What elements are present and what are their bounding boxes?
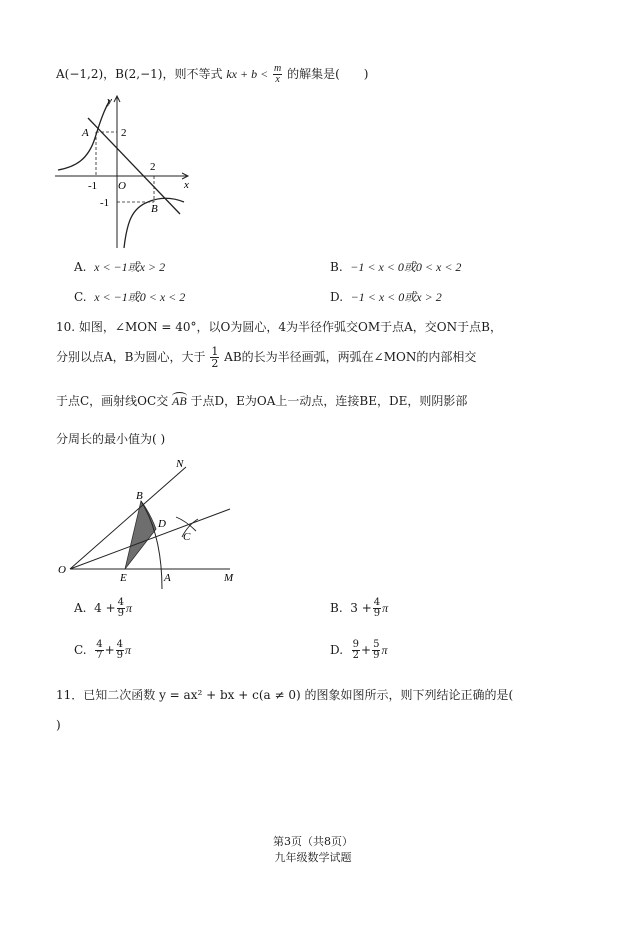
q10-option-b-pi: π [382, 601, 389, 615]
q9-stem-fraction [273, 64, 282, 85]
q10-label-E: E [120, 572, 127, 584]
q10-option-b-label: B. [330, 601, 343, 615]
q10-line-3 [56, 392, 467, 409]
q9-frac-den: x [275, 74, 280, 85]
q9-option-a[interactable] [74, 258, 165, 275]
q10-option-c-label: C. [74, 643, 87, 657]
q10-option-a-frac [117, 598, 125, 619]
q10-label-N: N [176, 458, 184, 470]
q9-option-a-text: x < −1或x > 2 [94, 260, 166, 274]
q10-option-b-num: 4 [373, 597, 381, 608]
q9-label-y: y [107, 95, 112, 107]
q9-stem-inequality: kx + b < [226, 67, 269, 81]
q10-label-M: M [224, 572, 234, 584]
q10-option-c-num2: 4 [116, 639, 124, 650]
q9-option-d[interactable] [330, 288, 442, 305]
q10-option-b[interactable] [330, 598, 388, 619]
q10-option-c-pi: π [125, 643, 132, 657]
q9-option-b-text: −1 < x < 0或0 < x < 2 [350, 260, 462, 274]
q10-half-fraction [210, 346, 219, 369]
q9-tick-neg1-y: -1 [100, 197, 110, 209]
q10-label-A: A [164, 572, 171, 584]
q10-option-c-den1: 7 [96, 650, 103, 661]
q9-tick-2-y: 2 [121, 127, 127, 139]
q10-construction-arc-1 [176, 517, 196, 531]
q10-option-c-frac-1 [95, 640, 103, 661]
q10-line-3-b: 于点D，E为OA上一动点，连接BE，DE，则阴影部 [190, 394, 468, 408]
q10-option-d-frac-2 [372, 640, 380, 661]
q10-option-c-plus: + [104, 643, 115, 657]
q10-label-D: D [158, 518, 166, 530]
q9-frac-num: m [274, 63, 282, 74]
q10-option-c-num1: 4 [96, 639, 103, 650]
q10-option-c-frac-2 [116, 640, 124, 661]
q10-line-2 [56, 346, 476, 369]
q10-option-b-frac [373, 598, 381, 619]
q10-line-3-a: 于点C，画射线OC交 [56, 394, 169, 408]
q10-option-d-den2: 9 [373, 650, 380, 661]
q9-option-b-label: B. [330, 260, 343, 274]
q10-option-a-num: 4 [117, 597, 125, 608]
q10-option-c-den2: 9 [116, 650, 124, 661]
q9-label-x: x [184, 179, 189, 191]
footer-page-number: 第3页（共8页） [273, 835, 353, 848]
q9-label-B: B [151, 203, 158, 215]
q9-tick-2-x: 2 [150, 161, 156, 173]
q9-graph [50, 90, 210, 255]
q9-stem-tail: 的解集是( ) [287, 67, 369, 81]
q10-option-a-label: A. [74, 601, 87, 615]
q10-shaded-region [125, 501, 156, 569]
q9-option-c-text: x < −1或0 < x < 2 [94, 290, 186, 304]
q10-option-d-num2: 5 [373, 639, 380, 650]
q10-label-C: C [183, 531, 191, 543]
q10-option-c[interactable] [74, 640, 131, 661]
q9-tick-neg1-x: -1 [88, 180, 98, 192]
q10-option-d-pi: π [381, 643, 388, 657]
q10-ray-ON [70, 467, 186, 569]
q9-option-d-label: D. [330, 290, 344, 304]
q9-option-b[interactable] [330, 258, 461, 275]
q10-graph [52, 455, 242, 590]
q10-option-d-num1: 9 [352, 639, 360, 650]
q9-option-a-label: A. [74, 260, 87, 274]
q10-option-b-den: 9 [373, 608, 381, 619]
q9-stem [56, 64, 368, 85]
q11-line-2: ) [56, 718, 61, 732]
q10-label-O: O [58, 564, 66, 576]
q10-option-a[interactable] [74, 598, 132, 619]
q10-option-d-plus: + [361, 643, 372, 657]
q10-option-a-pre: 4 + [94, 601, 116, 615]
footer-subject: 九年级数学试题 [274, 851, 352, 864]
q9-option-d-text: −1 < x < 0或x > 2 [350, 290, 442, 304]
q9-option-c[interactable] [74, 288, 185, 305]
q10-line-2-a: 分别以点A，B为圆心，大于 [56, 350, 206, 364]
q10-option-a-pi: π [126, 601, 133, 615]
q10-label-B: B [136, 490, 143, 502]
q10-option-d-frac-1 [352, 640, 360, 661]
q9-label-O: O [118, 180, 126, 192]
q10-option-a-den: 9 [117, 608, 125, 619]
q9-stem-points: A(−1,2)，B(2,−1)，则不等式 [56, 67, 223, 81]
q10-option-b-pre: 3 + [350, 601, 372, 615]
q10-half-num: 1 [211, 345, 219, 358]
q10-line-1: 10. 如图，∠MON = 40°，以O为圆心，4为半径作弧交OM于点A，交ON于点B， [56, 320, 502, 334]
q10-arc-AB: AB [172, 394, 187, 408]
q10-option-d[interactable] [330, 640, 387, 661]
q9-option-c-label: C. [74, 290, 87, 304]
q10-line-4: 分周长的最小值为( ) [56, 432, 166, 446]
q10-option-d-den1: 2 [352, 650, 360, 661]
q10-option-d-label: D. [330, 643, 344, 657]
q11-line-1: 11．已知二次函数 y = ax² + bx + c(a ≠ 0) 的图象如图所示，则下列结论正确的是( [56, 688, 514, 702]
q9-label-A: A [82, 127, 89, 139]
q10-line-2-b: AB的长为半径画弧，两弧在∠MON的内部相交 [224, 350, 477, 364]
q10-half-den: 2 [211, 357, 219, 370]
